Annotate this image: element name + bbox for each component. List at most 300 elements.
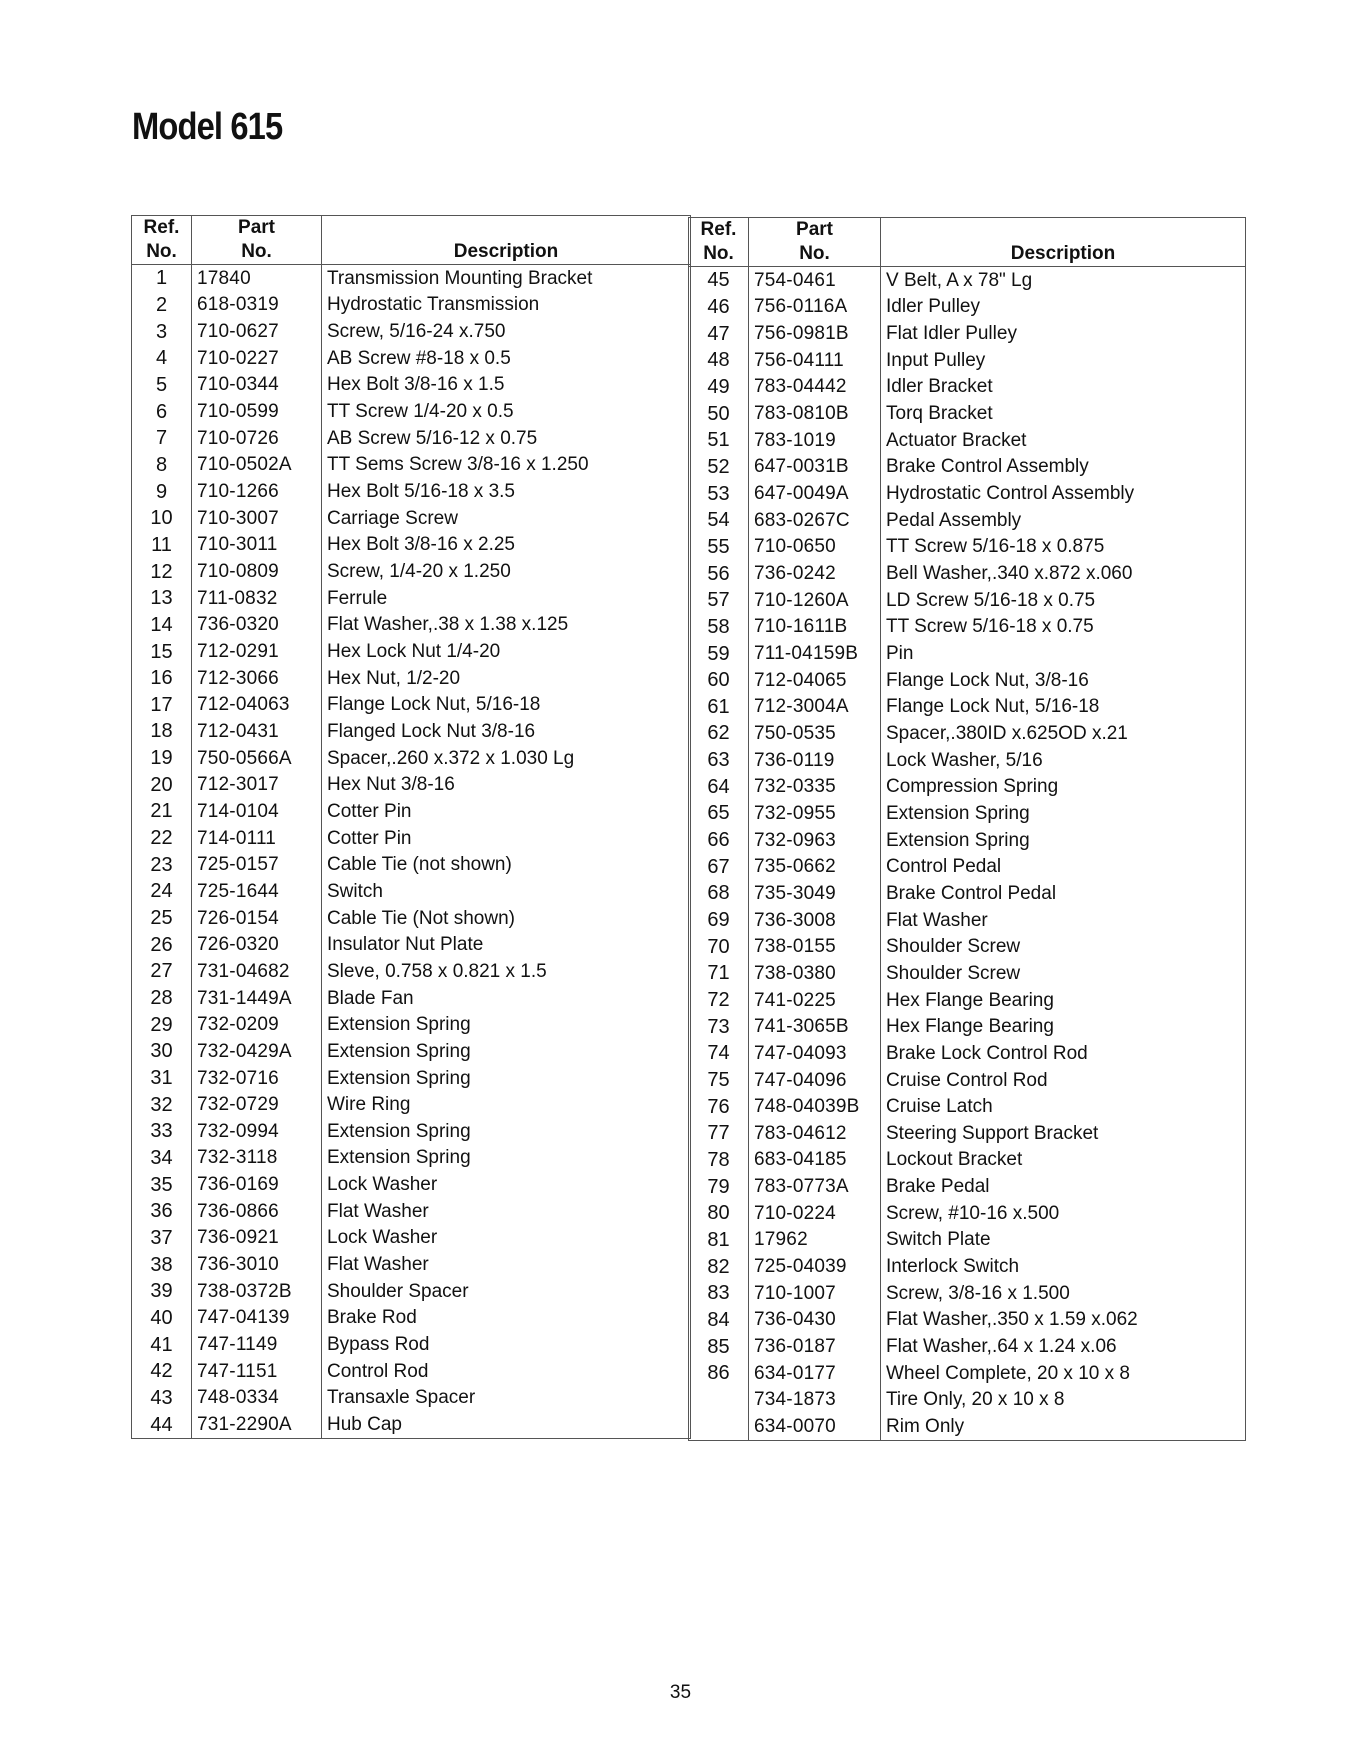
table-row xyxy=(689,614,1246,641)
description-cell: Extension Spring xyxy=(881,827,1246,854)
part-no-cell: 731-1449A xyxy=(192,985,322,1012)
description-cell: Hex Bolt 3/8-16 x 2.25 xyxy=(322,532,691,559)
part-no-cell: 710-1611B xyxy=(749,614,881,641)
table-row xyxy=(132,585,691,612)
ref-no-cell: 20 xyxy=(132,771,192,798)
table-row xyxy=(132,1145,691,1172)
ref-no-cell: 61 xyxy=(689,694,749,721)
description-cell: Switch xyxy=(322,878,691,905)
table-row xyxy=(689,267,1246,294)
part-no-cell: 647-0031B xyxy=(749,454,881,481)
ref-no-cell: 5 xyxy=(132,372,192,399)
parts-table-right-body xyxy=(689,267,1246,1441)
description-cell: Cotter Pin xyxy=(322,798,691,825)
table-row xyxy=(132,1198,691,1225)
table-row xyxy=(132,345,691,372)
table-row xyxy=(689,454,1246,481)
header-description-text: Description xyxy=(453,241,559,262)
part-no-cell: 710-0627 xyxy=(192,318,322,345)
part-no-cell: 783-0810B xyxy=(749,400,881,427)
description-cell: Flange Lock Nut, 5/16-18 xyxy=(881,694,1246,721)
table-row xyxy=(132,1171,691,1198)
table-row xyxy=(132,558,691,585)
header-ref-line2: No. xyxy=(146,241,177,262)
description-cell: TT Screw 1/4-20 x 0.5 xyxy=(322,398,691,425)
description-cell: AB Screw #8-18 x 0.5 xyxy=(322,345,691,372)
table-row xyxy=(689,827,1246,854)
ref-no-cell xyxy=(689,1413,749,1440)
description-cell: Carriage Screw xyxy=(322,505,691,532)
description-cell: Shoulder Screw xyxy=(881,933,1246,960)
ref-no-cell: 71 xyxy=(689,960,749,987)
part-no-cell: 732-3118 xyxy=(192,1145,322,1172)
part-no-cell: 712-04065 xyxy=(749,667,881,694)
part-no-cell: 732-0729 xyxy=(192,1091,322,1118)
header-description xyxy=(881,218,1246,267)
description-cell: Sleve, 0.758 x 0.821 x 1.5 xyxy=(322,958,691,985)
table-row xyxy=(689,1387,1246,1414)
ref-no-cell: 74 xyxy=(689,1040,749,1067)
ref-no-cell: 22 xyxy=(132,825,192,852)
ref-no-cell: 53 xyxy=(689,480,749,507)
table-row xyxy=(689,374,1246,401)
header-part-line1: Part xyxy=(796,219,833,240)
description-cell: Pin xyxy=(881,640,1246,667)
part-no-cell: 725-1644 xyxy=(192,878,322,905)
ref-no-cell: 33 xyxy=(132,1118,192,1145)
ref-no-cell: 13 xyxy=(132,585,192,612)
table-row xyxy=(689,347,1246,374)
table-row xyxy=(689,720,1246,747)
table-row xyxy=(132,292,691,319)
description-cell: Cable Tie (not shown) xyxy=(322,851,691,878)
description-cell: Flat Washer,.64 x 1.24 x.06 xyxy=(881,1333,1246,1360)
ref-no-cell: 38 xyxy=(132,1251,192,1278)
part-no-cell: 736-0866 xyxy=(192,1198,322,1225)
table-row xyxy=(689,773,1246,800)
part-no-cell: 710-0599 xyxy=(192,398,322,425)
header-part-line1: Part xyxy=(238,217,275,238)
ref-no-cell: 75 xyxy=(689,1067,749,1094)
table-row xyxy=(689,747,1246,774)
part-no-cell: 710-0227 xyxy=(192,345,322,372)
part-no-cell: 747-1151 xyxy=(192,1358,322,1385)
ref-no-cell: 26 xyxy=(132,931,192,958)
part-no-cell: 710-3011 xyxy=(192,532,322,559)
part-no-cell: 747-04096 xyxy=(749,1067,881,1094)
part-no-cell: 17840 xyxy=(192,265,322,292)
ref-no-cell: 16 xyxy=(132,665,192,692)
table-row xyxy=(689,427,1246,454)
description-cell: Cruise Latch xyxy=(881,1093,1246,1120)
table-row xyxy=(689,1413,1246,1440)
table-row xyxy=(689,507,1246,534)
ref-no-cell: 49 xyxy=(689,374,749,401)
table-row xyxy=(689,1173,1246,1200)
description-cell: Flat Washer,.350 x 1.59 x.062 xyxy=(881,1307,1246,1334)
part-no-cell: 738-0372B xyxy=(192,1278,322,1305)
description-cell: Lockout Bracket xyxy=(881,1147,1246,1174)
part-no-cell: 712-3004A xyxy=(749,694,881,721)
ref-no-cell: 76 xyxy=(689,1093,749,1120)
table-row xyxy=(132,372,691,399)
description-cell: Bypass Rod xyxy=(322,1331,691,1358)
ref-no-cell: 48 xyxy=(689,347,749,374)
ref-no-cell xyxy=(689,1387,749,1414)
table-row xyxy=(689,853,1246,880)
ref-no-cell: 2 xyxy=(132,292,192,319)
header-part-no xyxy=(192,216,322,265)
ref-no-cell: 66 xyxy=(689,827,749,854)
table-row xyxy=(132,798,691,825)
ref-no-cell: 63 xyxy=(689,747,749,774)
ref-no-cell: 44 xyxy=(132,1411,192,1438)
description-cell: Control Rod xyxy=(322,1358,691,1385)
description-cell: Extension Spring xyxy=(322,1011,691,1038)
description-cell: Interlock Switch xyxy=(881,1253,1246,1280)
ref-no-cell: 57 xyxy=(689,587,749,614)
table-row xyxy=(689,1040,1246,1067)
part-no-cell: 634-0070 xyxy=(749,1413,881,1440)
description-cell: Extension Spring xyxy=(322,1038,691,1065)
part-no-cell: 634-0177 xyxy=(749,1360,881,1387)
table-row xyxy=(689,480,1246,507)
description-cell: Screw, 1/4-20 x 1.250 xyxy=(322,558,691,585)
description-cell: Transmission Mounting Bracket xyxy=(322,265,691,292)
part-no-cell: 712-04063 xyxy=(192,692,322,719)
table-row xyxy=(132,1118,691,1145)
table-row xyxy=(132,1331,691,1358)
parts-table-left-body xyxy=(132,265,691,1439)
part-no-cell: 754-0461 xyxy=(749,267,881,294)
table-row xyxy=(132,1278,691,1305)
part-no-cell: 736-0921 xyxy=(192,1225,322,1252)
header-part-line2: No. xyxy=(799,243,830,264)
table-row xyxy=(689,1200,1246,1227)
part-no-cell: 756-0116A xyxy=(749,294,881,321)
ref-no-cell: 51 xyxy=(689,427,749,454)
part-no-cell: 726-0154 xyxy=(192,905,322,932)
table-row xyxy=(132,1091,691,1118)
header-ref-no xyxy=(689,218,749,267)
part-no-cell: 732-0429A xyxy=(192,1038,322,1065)
table-row xyxy=(689,560,1246,587)
table-row xyxy=(689,907,1246,934)
ref-no-cell: 77 xyxy=(689,1120,749,1147)
description-cell: V Belt, A x 78" Lg xyxy=(881,267,1246,294)
part-no-cell: 783-04442 xyxy=(749,374,881,401)
table-row xyxy=(132,958,691,985)
part-no-cell: 738-0380 xyxy=(749,960,881,987)
table-row xyxy=(132,745,691,772)
header-part-no xyxy=(749,218,881,267)
description-cell: Idler Bracket xyxy=(881,374,1246,401)
description-cell: Brake Pedal xyxy=(881,1173,1246,1200)
description-cell: Spacer,.380ID x.625OD x.21 xyxy=(881,720,1246,747)
ref-no-cell: 67 xyxy=(689,853,749,880)
table-row xyxy=(689,640,1246,667)
ref-no-cell: 46 xyxy=(689,294,749,321)
ref-no-cell: 39 xyxy=(132,1278,192,1305)
part-no-cell: 710-0344 xyxy=(192,372,322,399)
table-header-row xyxy=(689,218,1246,267)
part-no-cell: 710-1007 xyxy=(749,1280,881,1307)
part-no-cell: 783-1019 xyxy=(749,427,881,454)
ref-no-cell: 8 xyxy=(132,452,192,479)
page-title: Model 615 xyxy=(132,106,283,148)
description-cell: Lock Washer, 5/16 xyxy=(881,747,1246,774)
table-row xyxy=(132,318,691,345)
ref-no-cell: 41 xyxy=(132,1331,192,1358)
part-no-cell: 783-0773A xyxy=(749,1173,881,1200)
table-row xyxy=(689,960,1246,987)
description-cell: Flat Washer xyxy=(881,907,1246,934)
table-row xyxy=(689,320,1246,347)
table-row xyxy=(132,931,691,958)
table-row xyxy=(689,294,1246,321)
table-row xyxy=(689,880,1246,907)
ref-no-cell: 52 xyxy=(689,454,749,481)
table-row xyxy=(132,771,691,798)
ref-no-cell: 65 xyxy=(689,800,749,827)
ref-no-cell: 29 xyxy=(132,1011,192,1038)
ref-no-cell: 58 xyxy=(689,614,749,641)
header-ref-line2: No. xyxy=(703,243,734,264)
part-no-cell: 731-2290A xyxy=(192,1411,322,1438)
ref-no-cell: 64 xyxy=(689,773,749,800)
ref-no-cell: 27 xyxy=(132,958,192,985)
description-cell: Extension Spring xyxy=(881,800,1246,827)
table-row xyxy=(689,933,1246,960)
part-no-cell: 732-0335 xyxy=(749,773,881,800)
part-no-cell: 712-3017 xyxy=(192,771,322,798)
description-cell: Extension Spring xyxy=(322,1065,691,1092)
table-row xyxy=(132,1251,691,1278)
ref-no-cell: 40 xyxy=(132,1305,192,1332)
part-no-cell: 736-3010 xyxy=(192,1251,322,1278)
parts-table-right xyxy=(688,217,1246,1441)
table-row xyxy=(689,1360,1246,1387)
part-no-cell: 736-0187 xyxy=(749,1333,881,1360)
table-row xyxy=(689,1093,1246,1120)
ref-no-cell: 86 xyxy=(689,1360,749,1387)
part-no-cell: 747-1149 xyxy=(192,1331,322,1358)
ref-no-cell: 45 xyxy=(689,267,749,294)
part-no-cell: 712-0431 xyxy=(192,718,322,745)
table-row xyxy=(132,265,691,292)
description-cell: Idler Pulley xyxy=(881,294,1246,321)
table-row xyxy=(132,638,691,665)
part-no-cell: 736-3008 xyxy=(749,907,881,934)
description-cell: Flange Lock Nut, 3/8-16 xyxy=(881,667,1246,694)
description-cell: Cotter Pin xyxy=(322,825,691,852)
description-cell: Pedal Assembly xyxy=(881,507,1246,534)
part-no-cell: 736-0119 xyxy=(749,747,881,774)
ref-no-cell: 34 xyxy=(132,1145,192,1172)
description-cell: Screw, #10-16 x.500 xyxy=(881,1200,1246,1227)
ref-no-cell: 3 xyxy=(132,318,192,345)
ref-no-cell: 84 xyxy=(689,1307,749,1334)
ref-no-cell: 60 xyxy=(689,667,749,694)
ref-no-cell: 47 xyxy=(689,320,749,347)
header-description-text: Description xyxy=(1010,243,1116,264)
table-row xyxy=(689,1307,1246,1334)
ref-no-cell: 4 xyxy=(132,345,192,372)
description-cell: Flat Idler Pulley xyxy=(881,320,1246,347)
part-no-cell: 714-0104 xyxy=(192,798,322,825)
description-cell: Cruise Control Rod xyxy=(881,1067,1246,1094)
description-cell: Flange Lock Nut, 5/16-18 xyxy=(322,692,691,719)
part-no-cell: 732-0955 xyxy=(749,800,881,827)
ref-no-cell: 17 xyxy=(132,692,192,719)
description-cell: Extension Spring xyxy=(322,1118,691,1145)
ref-no-cell: 1 xyxy=(132,265,192,292)
table-row xyxy=(689,1280,1246,1307)
description-cell: Blade Fan xyxy=(322,985,691,1012)
table-row xyxy=(132,1038,691,1065)
ref-no-cell: 42 xyxy=(132,1358,192,1385)
part-no-cell: 732-0963 xyxy=(749,827,881,854)
part-no-cell: 711-0832 xyxy=(192,585,322,612)
part-no-cell: 756-04111 xyxy=(749,347,881,374)
description-cell: Rim Only xyxy=(881,1413,1246,1440)
part-no-cell: 732-0716 xyxy=(192,1065,322,1092)
description-cell: Lock Washer xyxy=(322,1225,691,1252)
part-no-cell: 710-0502A xyxy=(192,452,322,479)
part-no-cell: 783-04612 xyxy=(749,1120,881,1147)
description-cell: Ferrule xyxy=(322,585,691,612)
description-cell: Screw, 3/8-16 x 1.500 xyxy=(881,1280,1246,1307)
part-no-cell: 736-0242 xyxy=(749,560,881,587)
part-no-cell: 725-04039 xyxy=(749,1253,881,1280)
part-no-cell: 736-0320 xyxy=(192,612,322,639)
table-row xyxy=(132,878,691,905)
part-no-cell: 618-0319 xyxy=(192,292,322,319)
part-no-cell: 732-0994 xyxy=(192,1118,322,1145)
part-no-cell: 732-0209 xyxy=(192,1011,322,1038)
ref-no-cell: 43 xyxy=(132,1385,192,1412)
ref-no-cell: 32 xyxy=(132,1091,192,1118)
description-cell: Brake Control Pedal xyxy=(881,880,1246,907)
description-cell: Hex Lock Nut 1/4-20 xyxy=(322,638,691,665)
description-cell: Switch Plate xyxy=(881,1227,1246,1254)
part-no-cell: 710-0726 xyxy=(192,425,322,452)
ref-no-cell: 12 xyxy=(132,558,192,585)
description-cell: Wire Ring xyxy=(322,1091,691,1118)
part-no-cell: 712-3066 xyxy=(192,665,322,692)
table-row xyxy=(132,1065,691,1092)
ref-no-cell: 59 xyxy=(689,640,749,667)
description-cell: Flat Washer xyxy=(322,1251,691,1278)
part-no-cell: 748-0334 xyxy=(192,1385,322,1412)
description-cell: TT Sems Screw 3/8-16 x 1.250 xyxy=(322,452,691,479)
ref-no-cell: 35 xyxy=(132,1171,192,1198)
description-cell: AB Screw 5/16-12 x 0.75 xyxy=(322,425,691,452)
description-cell: Extension Spring xyxy=(322,1145,691,1172)
table-row xyxy=(689,1013,1246,1040)
part-no-cell: 712-0291 xyxy=(192,638,322,665)
part-no-cell: 735-0662 xyxy=(749,853,881,880)
description-cell: Hex Nut 3/8-16 xyxy=(322,771,691,798)
ref-no-cell: 85 xyxy=(689,1333,749,1360)
header-ref-line1: Ref. xyxy=(700,219,737,240)
table-row xyxy=(132,425,691,452)
table-row xyxy=(689,534,1246,561)
description-cell: Input Pulley xyxy=(881,347,1246,374)
part-no-cell: 738-0155 xyxy=(749,933,881,960)
table-row xyxy=(132,692,691,719)
description-cell: Hub Cap xyxy=(322,1411,691,1438)
description-cell: Shoulder Spacer xyxy=(322,1278,691,1305)
ref-no-cell: 62 xyxy=(689,720,749,747)
parts-table-left xyxy=(131,215,691,1439)
table-row xyxy=(132,478,691,505)
part-no-cell: 683-0267C xyxy=(749,507,881,534)
ref-no-cell: 50 xyxy=(689,400,749,427)
description-cell: Brake Control Assembly xyxy=(881,454,1246,481)
table-row xyxy=(132,1225,691,1252)
table-row xyxy=(132,1358,691,1385)
table-row xyxy=(689,1067,1246,1094)
ref-no-cell: 23 xyxy=(132,851,192,878)
ref-no-cell: 24 xyxy=(132,878,192,905)
header-ref-line1: Ref. xyxy=(143,217,180,238)
description-cell: Hex Flange Bearing xyxy=(881,1013,1246,1040)
description-cell: Hex Bolt 3/8-16 x 1.5 xyxy=(322,372,691,399)
part-no-cell: 734-1873 xyxy=(749,1387,881,1414)
description-cell: Torq Bracket xyxy=(881,400,1246,427)
part-no-cell: 747-04093 xyxy=(749,1040,881,1067)
ref-no-cell: 19 xyxy=(132,745,192,772)
description-cell: Actuator Bracket xyxy=(881,427,1246,454)
description-cell: Hex Bolt 5/16-18 x 3.5 xyxy=(322,478,691,505)
ref-no-cell: 73 xyxy=(689,1013,749,1040)
table-row xyxy=(689,400,1246,427)
table-row xyxy=(132,1385,691,1412)
ref-no-cell: 25 xyxy=(132,905,192,932)
part-no-cell: 710-3007 xyxy=(192,505,322,532)
description-cell: Hydrostatic Transmission xyxy=(322,292,691,319)
table-row xyxy=(132,718,691,745)
page-number: 35 xyxy=(669,1682,692,1703)
description-cell: TT Screw 5/16-18 x 0.875 xyxy=(881,534,1246,561)
ref-no-cell: 14 xyxy=(132,612,192,639)
description-cell: Cable Tie (Not shown) xyxy=(322,905,691,932)
table-header-row xyxy=(132,216,691,265)
part-no-cell: 710-0650 xyxy=(749,534,881,561)
part-no-cell: 726-0320 xyxy=(192,931,322,958)
header-part-line2: No. xyxy=(241,241,272,262)
ref-no-cell: 80 xyxy=(689,1200,749,1227)
table-row xyxy=(132,1305,691,1332)
ref-no-cell: 70 xyxy=(689,933,749,960)
ref-no-cell: 28 xyxy=(132,985,192,1012)
ref-no-cell: 6 xyxy=(132,398,192,425)
description-cell: Shoulder Screw xyxy=(881,960,1246,987)
part-no-cell: 725-0157 xyxy=(192,851,322,878)
ref-no-cell: 9 xyxy=(132,478,192,505)
description-cell: Transaxle Spacer xyxy=(322,1385,691,1412)
ref-no-cell: 72 xyxy=(689,987,749,1014)
ref-no-cell: 30 xyxy=(132,1038,192,1065)
table-row xyxy=(132,452,691,479)
part-no-cell: 750-0535 xyxy=(749,720,881,747)
description-cell: Hydrostatic Control Assembly xyxy=(881,480,1246,507)
description-cell: Bell Washer,.340 x.872 x.060 xyxy=(881,560,1246,587)
ref-no-cell: 10 xyxy=(132,505,192,532)
part-no-cell: 756-0981B xyxy=(749,320,881,347)
part-no-cell: 714-0111 xyxy=(192,825,322,852)
